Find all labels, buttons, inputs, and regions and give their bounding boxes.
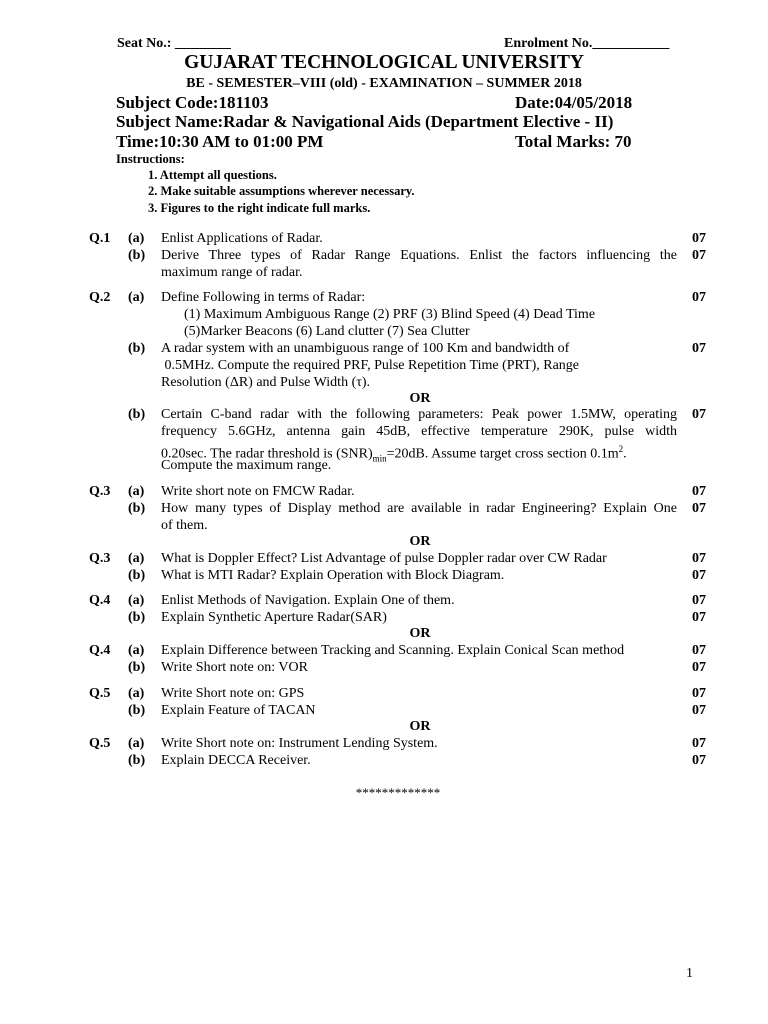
question-text: frequency 5.6GHz, antenna gain 45dB, effective temperature 290K, pulse width [161,424,677,439]
seat-number-field: Seat No.: ________ [117,36,231,51]
question-text: Certain C-band radar with the following parameters: Peak power 1.5MW, operating [161,407,677,422]
subscript: min [372,453,387,464]
question-number: Q.3 [89,484,111,499]
question-number: Q.2 [89,290,111,305]
question-text: Explain Synthetic Aperture Radar(SAR) [161,610,387,625]
question-text: Resolution (ΔR) and Pulse Width (τ). [161,375,371,390]
marks-value: 07 [692,231,706,246]
instruction-item: 1. Attempt all questions. [148,168,277,182]
question-text: Compute the maximum range. [161,458,332,473]
part-label: (b) [128,753,146,768]
marks-value: 07 [692,568,706,583]
exam-time: Time:10:30 AM to 01:00 PM [116,132,324,151]
university-title: GUJARAT TECHNOLOGICAL UNIVERSITY [184,52,584,73]
or-separator: OR [409,534,431,549]
question-number: Q.1 [89,231,111,246]
enrolment-number-field: Enrolment No.___________ [504,36,670,51]
part-label: (b) [128,703,146,718]
part-label: (a) [128,643,145,658]
or-separator: OR [409,391,431,406]
question-text: Enlist Methods of Navigation. Explain One of them. [161,593,455,608]
part-label: (b) [128,660,146,675]
marks-value: 07 [692,501,706,516]
question-text: 0.5MHz. Compute the required PRF, Pulse Repetition Time (PRT), Range [161,358,580,373]
text-fragment: =20dB. Assume target cross section 0.1m [386,446,619,462]
part-label: (b) [128,568,146,583]
marks-value: 07 [692,407,706,422]
subject-name: Subject Name:Radar & Navigational Aids (Department Elective - II) [116,112,614,131]
instruction-item: 3. Figures to the right indicate full marks. [148,201,371,215]
question-text: Explain Feature of TACAN [161,703,316,718]
question-text: Enlist Applications of Radar. [161,231,323,246]
or-separator: OR [409,719,431,734]
text-fragment: 0.20sec. The radar threshold is (SNR) [161,446,373,462]
question-text: Write Short note on: VOR [161,660,308,675]
instructions-title: Instructions: [116,152,185,166]
question-number: Q.3 [89,551,111,566]
marks-value: 07 [692,703,706,718]
part-label: (b) [128,501,146,516]
question-text: What is MTI Radar? Explain Operation with Block Diagram. [161,568,505,583]
subject-code: Subject Code:181103 [116,93,269,112]
part-label: (a) [128,484,145,499]
part-label: (a) [128,686,145,701]
instruction-item: 2. Make suitable assumptions wherever necessary. [148,184,415,198]
marks-value: 07 [692,660,706,675]
exam-date: Date:04/05/2018 [515,93,633,112]
superscript: 2 [618,444,624,454]
question-text: Explain DECCA Receiver. [161,753,311,768]
question-text: What is Doppler Effect? List Advantage of pulse Doppler radar over CW Radar [161,551,607,566]
page-number: 1 [686,966,693,981]
marks-value: 07 [692,610,706,625]
definition-list: (5)Marker Beacons (6) Land clutter (7) Sea Clutter [184,324,470,339]
marks-value: 07 [692,736,706,751]
part-label: (a) [128,290,145,305]
marks-value: 07 [692,593,706,608]
marks-value: 07 [692,341,706,356]
part-label: (a) [128,593,145,608]
part-label: (b) [128,248,146,263]
part-label: (a) [128,736,145,751]
question-text: Derive Three types of Radar Range Equations. Enlist the factors influencing the [161,248,677,263]
marks-value: 07 [692,248,706,263]
question-text: Write Short note on: GPS [161,686,305,701]
question-text: maximum range of radar. [161,265,303,280]
question-text: A radar system with an unambiguous range of 100 Km and bandwidth of [161,341,570,356]
part-label: (b) [128,610,146,625]
part-label: (a) [128,231,145,246]
marks-value: 07 [692,290,706,305]
definition-list: (1) Maximum Ambiguous Range (2) PRF (3) Blind Speed (4) Dead Time [184,307,596,322]
question-text: Define Following in terms of Radar: [161,290,366,305]
text-fragment: . [623,446,627,462]
or-separator: OR [409,626,431,641]
marks-value: 07 [692,484,706,499]
marks-value: 07 [692,643,706,658]
question-text: of them. [161,518,208,533]
question-text: How many types of Display method are available in radar Engineering? Explain One [161,501,677,516]
question-text: Explain Difference between Tracking and Scanning. Explain Conical Scan method [161,643,625,658]
question-text: Write Short note on: Instrument Lending System. [161,736,438,751]
question-number: Q.4 [89,643,111,658]
question-number: Q.5 [89,736,111,751]
end-of-paper-marker: ************* [355,785,441,800]
question-number: Q.5 [89,686,111,701]
part-label: (b) [128,407,146,422]
part-label: (b) [128,341,146,356]
marks-value: 07 [692,753,706,768]
exam-line: BE - SEMESTER–VIII (old) - EXAMINATION – SUMMER 2018 [186,76,582,91]
question-text: Write short note on FMCW Radar. [161,484,355,499]
part-label: (a) [128,551,145,566]
marks-value: 07 [692,551,706,566]
question-number: Q.4 [89,593,111,608]
total-marks: Total Marks: 70 [515,132,632,151]
marks-value: 07 [692,686,706,701]
